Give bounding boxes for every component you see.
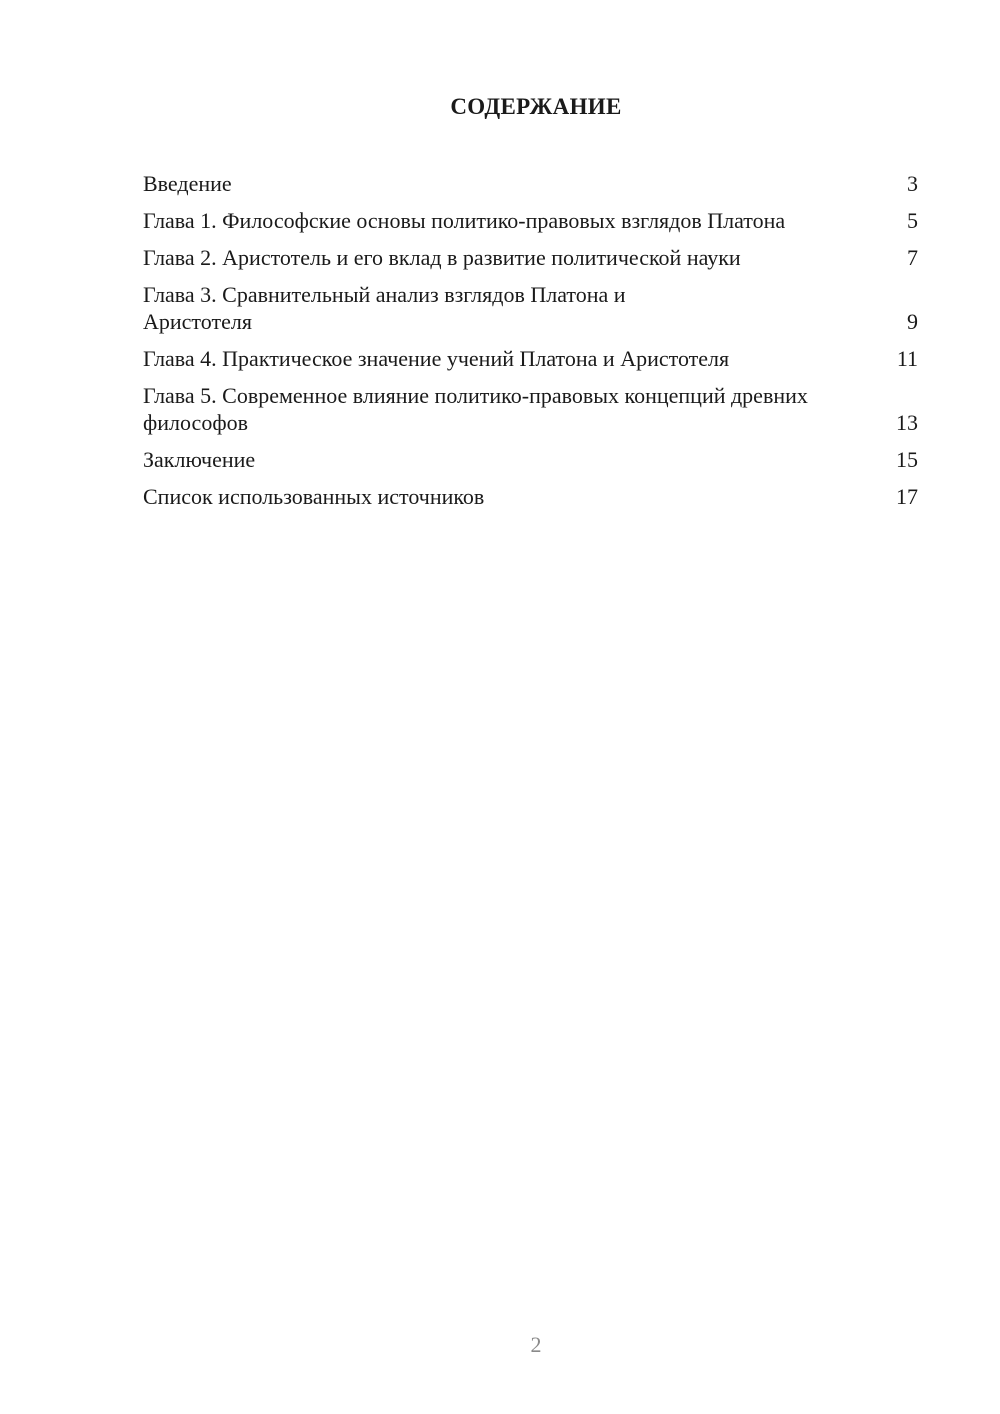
toc-entry-chapter-5 (143, 382, 918, 436)
toc-entry-chapter-4 (143, 345, 918, 372)
toc-entry-page: 9 (907, 309, 918, 334)
toc-entry-text: Список использованных источников (143, 484, 485, 509)
toc-entry-chapter-1 (143, 207, 918, 234)
toc-entry-introduction (143, 170, 918, 197)
toc-entry-text: Введение (143, 171, 232, 196)
page-number: 2 (530, 1332, 542, 1357)
toc-entry-page: 3 (907, 171, 918, 196)
toc-entry-references (143, 483, 918, 510)
toc-entry-page: 15 (896, 447, 918, 472)
toc-entry-page: 7 (907, 245, 918, 270)
table-of-contents (143, 170, 918, 520)
toc-entry-text: Глава 3. Сравнительный анализ взглядов Платона и Аристотеля (143, 282, 626, 334)
toc-entry-text: Глава 1. Философские основы политико-правовых взглядов Платона (143, 208, 786, 233)
toc-entry-page: 11 (896, 346, 918, 371)
toc-entry-chapter-3 (143, 281, 918, 335)
toc-entry-page: 13 (896, 410, 918, 435)
toc-entry-text: Глава 4. Практическое значение учений Платона и Аристотеля (143, 346, 730, 371)
toc-entry-text: Заключение (143, 447, 256, 472)
toc-entry-text: Глава 5. Современное влияние политико-правовых концепций древних философов (143, 383, 808, 435)
toc-entry-conclusion (143, 446, 918, 473)
toc-entry-chapter-2 (143, 244, 918, 271)
toc-entry-text: Глава 2. Аристотель и его вклад в развитие политической науки (143, 245, 741, 270)
toc-entry-page: 17 (896, 484, 918, 509)
page-title: СОДЕРЖАНИЕ (450, 94, 622, 119)
toc-entry-page: 5 (907, 208, 918, 233)
